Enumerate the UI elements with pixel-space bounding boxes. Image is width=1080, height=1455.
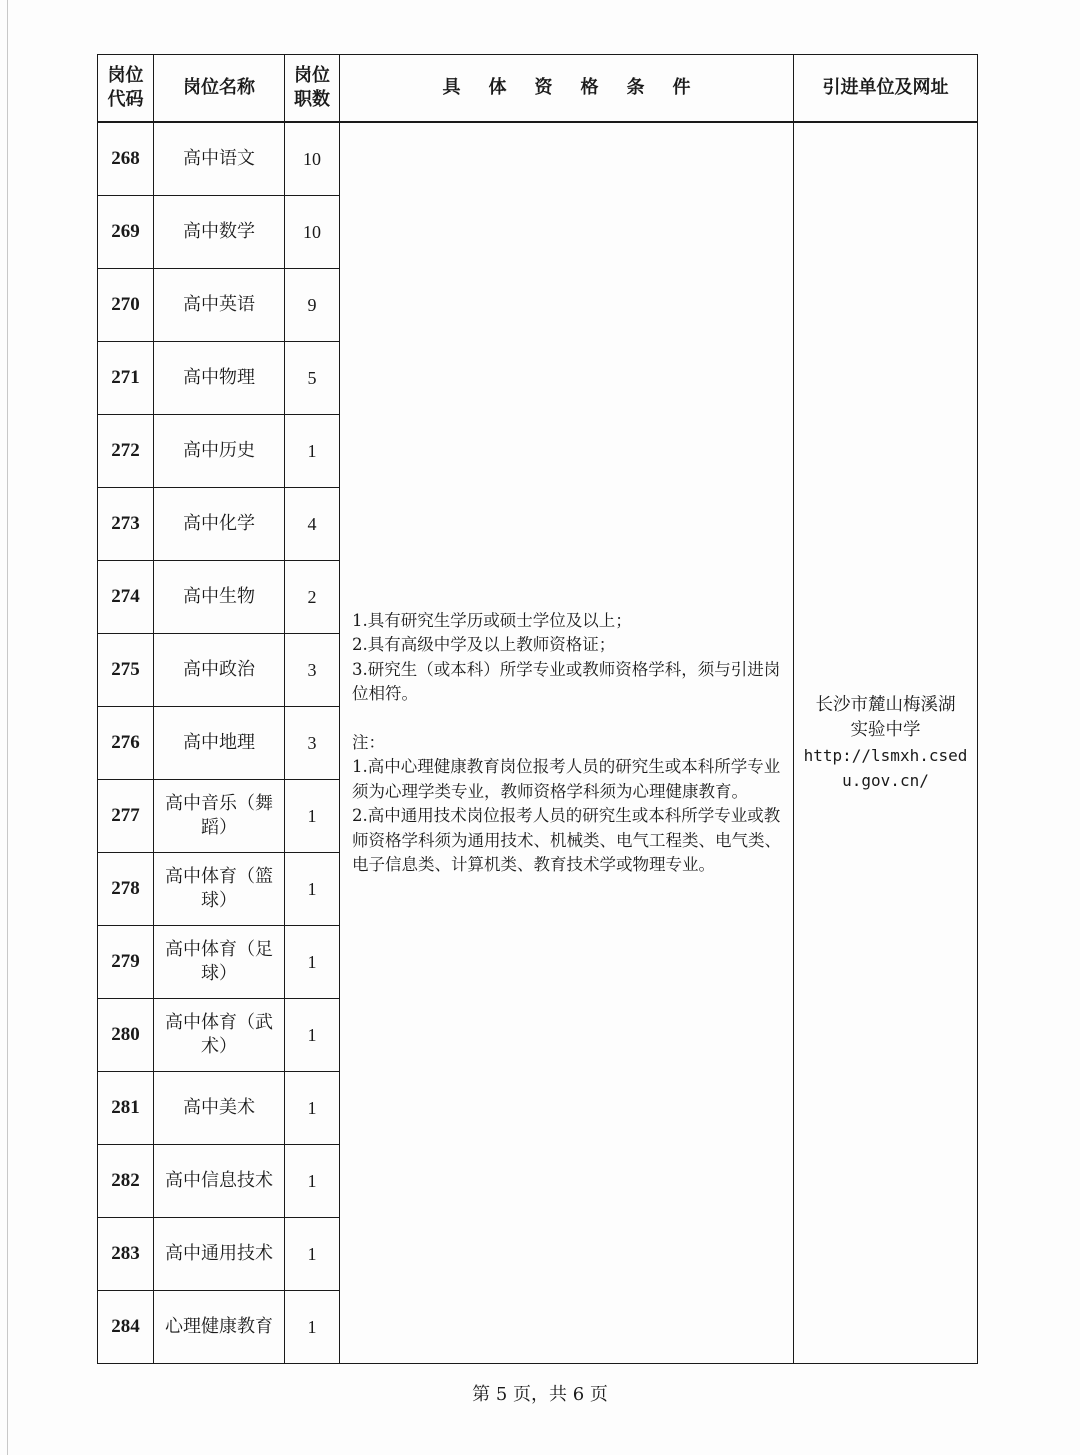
job-name: 高中信息技术 bbox=[154, 1145, 285, 1218]
note-item: 1.高中心理健康教育岗位报考人员的研究生或本科所学专业须为心理学类专业，教师资格学科须为心理健康教育。 bbox=[352, 757, 781, 801]
job-name: 高中美术 bbox=[154, 1072, 285, 1145]
header-unit: 引进单位及网址 bbox=[794, 55, 978, 123]
job-code: 270 bbox=[98, 269, 154, 342]
job-code: 275 bbox=[98, 634, 154, 707]
job-code: 278 bbox=[98, 853, 154, 926]
job-code: 274 bbox=[98, 561, 154, 634]
job-count: 1 bbox=[285, 853, 340, 926]
note-label: 注： bbox=[352, 732, 385, 752]
job-name: 高中体育（足球） bbox=[154, 926, 285, 999]
job-code: 273 bbox=[98, 488, 154, 561]
job-count: 9 bbox=[285, 269, 340, 342]
job-count: 1 bbox=[285, 1218, 340, 1291]
job-name: 高中音乐（舞蹈） bbox=[154, 780, 285, 853]
page-edge-rule bbox=[7, 0, 8, 1455]
job-code: 279 bbox=[98, 926, 154, 999]
job-count: 10 bbox=[285, 196, 340, 269]
job-name: 高中历史 bbox=[154, 415, 285, 488]
note-item: 2.高中通用技术岗位报考人员的研究生或本科所学专业或教师资格学科须为通用技术、机械类、电气工程类、电气类、电子信息类、计算机类、教育技术学或物理专业。 bbox=[352, 806, 781, 874]
header-name: 岗位名称 bbox=[154, 55, 285, 123]
requirement-item: 3.研究生（或本科）所学专业或教师资格学科，须与引进岗位相符。 bbox=[352, 659, 781, 703]
job-count: 3 bbox=[285, 634, 340, 707]
job-count: 1 bbox=[285, 780, 340, 853]
job-count: 5 bbox=[285, 342, 340, 415]
job-count: 1 bbox=[285, 926, 340, 999]
page-footer: 第 5 页，共 6 页 bbox=[472, 1384, 608, 1405]
requirement-item: 2.具有高级中学及以上教师资格证； bbox=[352, 635, 616, 654]
job-count: 1 bbox=[285, 415, 340, 488]
unit-url[interactable]: http://lsmxh.csedu.gov.cn/ bbox=[803, 746, 968, 790]
job-name: 高中物理 bbox=[154, 342, 285, 415]
table-row bbox=[98, 122, 978, 196]
job-code: 276 bbox=[98, 707, 154, 780]
job-name: 高中化学 bbox=[154, 488, 285, 561]
job-name: 高中语文 bbox=[154, 122, 285, 196]
job-code: 271 bbox=[98, 342, 154, 415]
job-count: 10 bbox=[285, 122, 340, 196]
header-code: 岗位代码 bbox=[98, 55, 154, 123]
job-name: 高中生物 bbox=[154, 561, 285, 634]
job-code: 281 bbox=[98, 1072, 154, 1145]
job-code: 269 bbox=[98, 196, 154, 269]
requirement-item: 1.具有研究生学历或硕士学位及以上； bbox=[352, 610, 632, 630]
job-code: 268 bbox=[98, 122, 154, 196]
job-name: 高中体育（武术） bbox=[154, 999, 285, 1072]
job-name: 心理健康教育 bbox=[154, 1291, 285, 1364]
job-name: 高中体育（篮球） bbox=[154, 853, 285, 926]
job-code: 283 bbox=[98, 1218, 154, 1291]
job-name: 高中英语 bbox=[154, 269, 285, 342]
job-code: 284 bbox=[98, 1291, 154, 1364]
job-count: 4 bbox=[285, 488, 340, 561]
job-count: 1 bbox=[285, 1072, 340, 1145]
unit-name: 长沙市麓山梅溪湖实验中学 bbox=[815, 695, 956, 740]
job-code: 282 bbox=[98, 1145, 154, 1218]
job-count: 1 bbox=[285, 1145, 340, 1218]
job-code: 272 bbox=[98, 415, 154, 488]
table-body bbox=[98, 122, 978, 1364]
header-requirements: 具体资格条件 bbox=[340, 55, 794, 123]
job-name: 高中政治 bbox=[154, 634, 285, 707]
recruitment-table bbox=[97, 54, 978, 1364]
requirements-cell bbox=[340, 122, 794, 1364]
job-code: 277 bbox=[98, 780, 154, 853]
job-count: 1 bbox=[285, 1291, 340, 1364]
job-name: 高中数学 bbox=[154, 196, 285, 269]
job-name: 高中通用技术 bbox=[154, 1218, 285, 1291]
job-code: 280 bbox=[98, 999, 154, 1072]
unit-cell bbox=[794, 122, 978, 1364]
job-name: 高中地理 bbox=[154, 707, 285, 780]
job-count: 3 bbox=[285, 707, 340, 780]
table-header-row bbox=[98, 55, 978, 123]
job-count: 2 bbox=[285, 561, 340, 634]
header-count: 岗位职数 bbox=[285, 55, 340, 123]
job-count: 1 bbox=[285, 999, 340, 1072]
